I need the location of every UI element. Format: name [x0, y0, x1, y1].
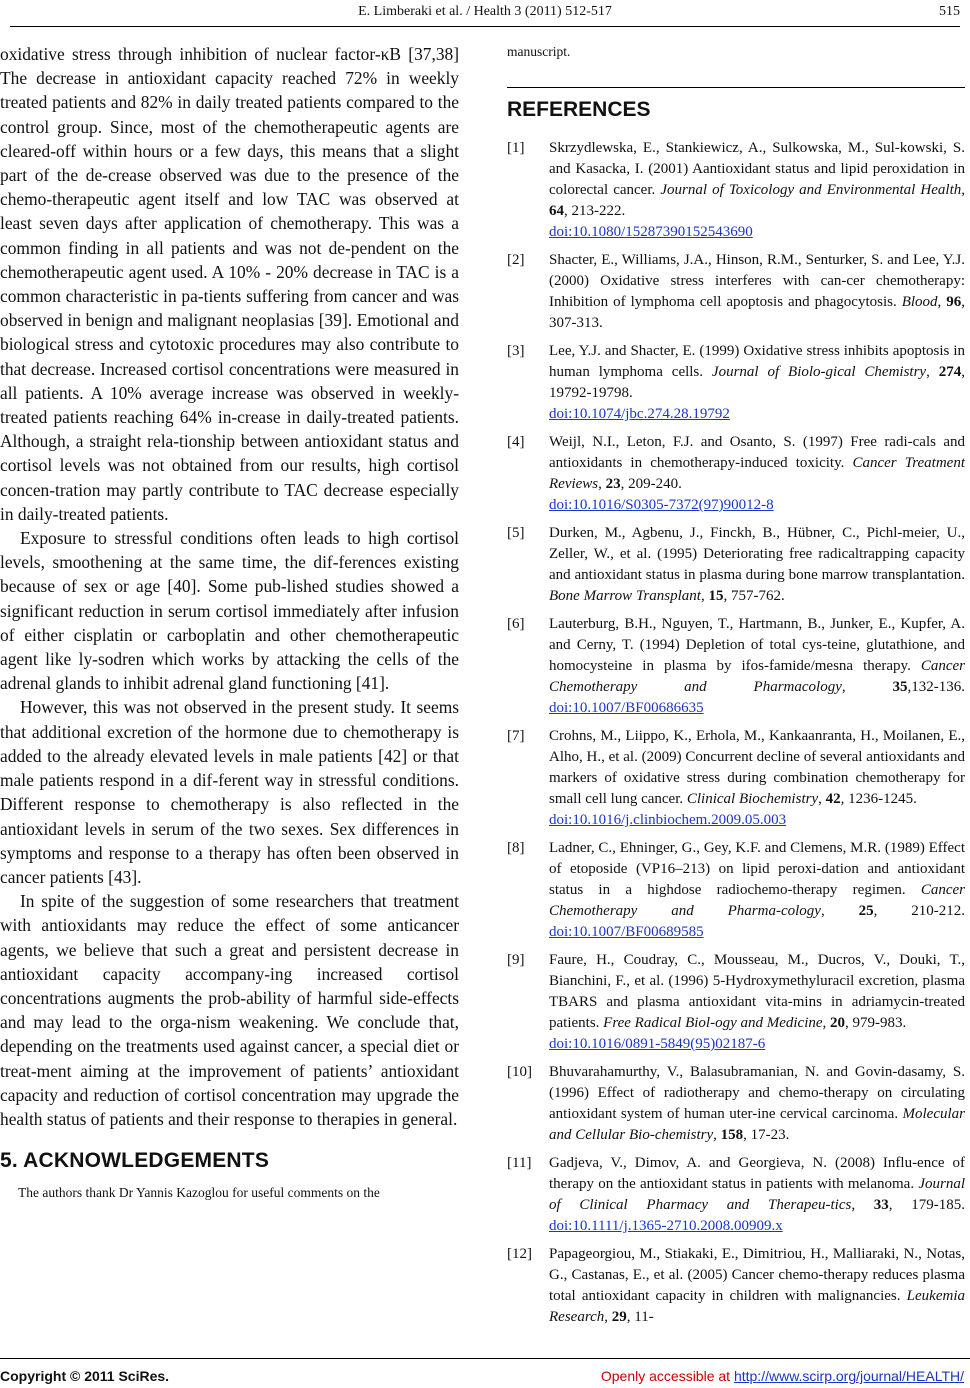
reference-volume: 96 [946, 294, 962, 310]
reference-pages: , 979-983. [845, 1015, 907, 1031]
references-heading: REFERENCES [507, 98, 651, 121]
reference-journal: Journal of Toxicology and Environmental Health [660, 182, 962, 198]
reference-doi-link[interactable]: doi:10.1016/S0305-7372(97)90012-8 [549, 497, 774, 513]
open-access-label: Openly accessible at [600, 1368, 734, 1384]
reference-number: [2] [507, 252, 525, 268]
reference-pages: , 19792-19798. [549, 364, 965, 401]
reference-citation: Bhuvarahamurthy, V., Balasubramanian, N. and Govin-dasamy, S. (1996) Effect of radiotherapy and chemo-therapy on circulating antioxidant system of human uter-ine cervical carcinoma. [549, 1064, 965, 1122]
reference-journal: Cancer Chemotherapy and Pharma-cology [549, 882, 965, 919]
reference-doi-link[interactable]: doi:10.1016/j.clinbiochem.2009.05.003 [549, 812, 787, 828]
reference-item [507, 838, 965, 943]
reference-pages: , 17-23. [743, 1127, 790, 1143]
acknowledgements-heading: 5. ACKNOWLEDGEMENTS [0, 1149, 270, 1173]
body-text [0, 42, 459, 1131]
reference-text: Lee, Y.J. and Shacter, E. (1999) Oxidative stress inhibits apoptosis in human lymphoma cells. Journal of Biolo-gical Chemistry, 274, 19792-19798. doi:10.1074/jbc.274.28.19792 [549, 343, 965, 422]
reference-citation: Lee, Y.J. and Shacter, E. (1999) Oxidative stress inhibits apoptosis in human lymphoma cells. [549, 343, 965, 380]
reference-item [507, 1062, 965, 1146]
reference-citation: Papageorgiou, M., Stiakaki, E., Dimitriou, H., Malliaraki, N., Notas, G., Castanas, E., et al. (2005) Cancer chemo-therapy reduces plasma total antioxidant capacity in children with malignancies. [549, 1246, 965, 1304]
reference-journal: Bone Marrow Transplant [549, 588, 701, 604]
reference-volume: 158 [720, 1127, 744, 1143]
reference-item [507, 341, 965, 425]
reference-journal: Leukemia Research [549, 1288, 965, 1325]
reference-doi-link[interactable]: doi:10.1111/j.1365-2710.2008.00909.x [549, 1218, 783, 1234]
reference-journal: Free Radical Biol-ogy and Medicine [603, 1015, 823, 1031]
acknowledgements-text: The authors thank Dr Yannis Kazoglou for useful comments on the [18, 1185, 380, 1201]
reference-journal: Journal of Biolo-gical Chemistry [711, 364, 927, 380]
footer-rule [0, 1358, 970, 1359]
reference-citation: Gadjeva, V., Dimov, A. and Georgieva, N. (2008) Influ-ence of therapy on the antioxidant status in patients with melanoma. [549, 1155, 965, 1192]
reference-item [507, 614, 965, 719]
reference-volume: 15 [708, 588, 724, 604]
body-paragraph: In spite of the suggestion of some researchers that treatment with antioxidants may reduce the effect of some anticancer agents, we believe that such a great and persistent decrease in antioxidant capacity accompany-ing increased cortisol concentrations augments the prob-ability of harmful side-effects and may lead to the orga-nism weakening. We conclude that, depending on the treatments used against cancer, a special diet or treat-ment aiming at the improvement of patients’ antioxidant capacity and reduction of cortisol concentration may upgrade the health status of patients and their response to therapies in general. [0, 891, 459, 1129]
reference-pages: , 1236-1245. [840, 791, 917, 807]
body-paragraph: Exposure to stressful conditions often leads to high cortisol levels, smoothening at the same time, the dif-ferences existing because of sex or age [40]. Some pub-lished studies showed a significant reduction in serum cortisol immediately after infusion of either cisplatin or carboplatin and other chemotherapeutic agent like ly-sodren which works by attacking the cells of the adrenal glands to inhibit adrenal gland functioning [41]. [0, 528, 459, 694]
acknowledgements-continued: manuscript. [507, 44, 571, 59]
reference-number: [10] [507, 1064, 532, 1080]
open-access-notice [601, 1368, 964, 1384]
reference-number: [6] [507, 616, 525, 632]
reference-text: Faure, H., Coudray, C., Mousseau, M., Ducros, V., Douki, T., Bianchini, F., et al. (1996) 5-Hydroxymethyluracil excretion, plasma TBARS and plasma antioxidant vita-mins in adriamycin-treated patients. Free Radical Biol-ogy and Medicine, 20, 979-983. doi:10.1016/0891-5849(95)02187-6 [549, 952, 965, 1052]
body-paragraph: oxidative stress through inhibition of nuclear factor-κB [37,38] The decrease in antioxidant capacity reached 72% in weekly treated patients and 82% in daily treated patients compared to the control group. Since, most of the chemotherapeutic agents are cleared-off within hours or a few days, this means that a slight part of the de-crease observed was due to the presence of the chemo-therapeutic agent itself and low TAC was observed at least seven days after application of chemotherapy. This was a common finding in all patients and was not de-pendent on the chemotherapeutic agent used. A 10% - 20% decrease in TAC is a common characteristic in pa-tients suffering from cancer and was observed in benign and malignant neoplasias [39]. Emotional and biological stress and cytotoxic procedures may also contribute to that decrease. Increased cortisol concentrations were measured in all patients. A 10% average increase was observed in weekly-treated patients reaching 64% in-crease in daily-treated patients. Although, a straight rela-tionship between antioxidant status and cortisol levels was not obtained from our results, high cortisol concen-tration may partly contribute to TAC decrease especially in daily-treated patients. [0, 44, 459, 524]
reference-item [507, 250, 965, 334]
reference-volume: 20 [830, 1015, 846, 1031]
reference-text: Bhuvarahamurthy, V., Balasubramanian, N. and Govin-dasamy, S. (1996) Effect of radiotherapy and chemo-therapy on circulating antioxidant system of human uter-ine cervical carcinoma. Molecular and Cellular Bio-chemistry, 158, 17-23. [549, 1064, 965, 1143]
reference-citation: Lauterburg, B.H., Nguyen, T., Hartmann, B., Junker, E., Kupfer, A. and Cerny, T. (1994) Depletion of total cys-teine, glutathione, and homocysteine in plasma by ifos-famide/mesna therapy. [549, 616, 965, 674]
reference-volume: 35 [892, 679, 908, 695]
reference-pages: , 757-762. [723, 588, 785, 604]
reference-citation: Weijl, N.I., Leton, F.J. and Osanto, S. (1997) Free radi-cals and antioxidants in chemotherapy-induced toxicity. [549, 434, 965, 471]
reference-journal: Blood [901, 294, 938, 310]
reference-volume: 29 [611, 1309, 627, 1325]
reference-pages: , 11- [626, 1309, 654, 1325]
reference-number: [4] [507, 434, 525, 450]
reference-volume: 23 [605, 476, 621, 492]
reference-number: [8] [507, 840, 525, 856]
reference-text: Skrzydlewska, E., Stankiewicz, A., Sulkowska, M., Sul-kowski, S. and Kasacka, I. (2001) Aantioxidant status and lipid peroxidation in colorectal cancer. Journal of Toxicology and Environmental Health, 64, 213-222. doi:10.1080/15287390152543690 [549, 140, 965, 240]
reference-item [507, 1244, 965, 1328]
reference-citation: Crohns, M., Liippo, K., Erhola, M., Kankaanranta, H., Moilanen, E., Alho, H., et al. (2009) Concurrent decline of several antioxidants and markers of oxidative stress during combination chemotherapy for small cell lung cancer. [549, 728, 965, 807]
reference-text: Shacter, E., Williams, J.A., Hinson, R.M., Senturker, S. and Lee, Y.J. (2000) Oxidative stress interferes with can-cer chemotherapy: Inhibition of lymphoma cell apoptosis and phagocytosis. Blood, 96, 307-313. [549, 252, 966, 331]
reference-number: [3] [507, 343, 525, 359]
page-number: 515 [939, 4, 960, 19]
reference-item [507, 138, 965, 243]
reference-pages: , 213-222. [564, 203, 626, 219]
reference-pages: , 307-313. [549, 294, 966, 331]
footer [0, 1358, 970, 1388]
reference-volume: 25 [858, 903, 874, 919]
reference-doi-link[interactable]: doi:10.1080/15287390152543690 [549, 224, 753, 240]
reference-volume: 274 [938, 364, 962, 380]
body-paragraph: However, this was not observed in the present study. It seems that additional excretion of the hormone due to chemotherapy is added to the already elevated levels in male patients [42] or that male patients respond in a dif-ferent way in stressful conditions. Different response to chemotherapy is also reflected in the antioxidant levels in serum of the two sexes. Sex differences in symptoms and response to a therapy has often been observed in cancer patients [43]. [0, 697, 459, 887]
left-column [0, 42, 459, 1202]
reference-citation: Shacter, E., Williams, J.A., Hinson, R.M., Senturker, S. and Lee, Y.J. (2000) Oxidative stress interferes with can-cer chemotherapy: Inhibition of lymphoma cell apoptosis and phagocytosis. [549, 252, 965, 310]
reference-journal: Clinical Biochemistry [686, 791, 819, 807]
reference-item [507, 523, 965, 607]
reference-journal: Journal of Clinical Pharmacy and Therapeu-tics [549, 1176, 965, 1213]
reference-doi-link[interactable]: doi:10.1007/BF00689585 [549, 924, 704, 940]
reference-item [507, 726, 965, 831]
reference-item [507, 950, 965, 1055]
reference-pages: , 210-212. [873, 903, 965, 919]
header-rule [10, 26, 960, 27]
reference-citation: Ladner, C., Ehninger, G., Gey, K.F. and Clemens, M.R. (1989) Effect of etoposide (VP16–213) on lipid peroxi-dation and antioxidant status in a highdose radiochemo-therapy regimen. [549, 840, 965, 898]
reference-pages: ,132-136. [907, 679, 965, 695]
reference-text: Lauterburg, B.H., Nguyen, T., Hartmann, B., Junker, E., Kupfer, A. and Cerny, T. (1994) Depletion of total cys-teine, glutathione, and homocysteine in plasma by ifos-famide/mesna therapy. Cancer Chemotherapy and Pharmacology, 35,132-136. doi:10.1007/BF00686635 [549, 616, 965, 716]
reference-journal: Molecular and Cellular Bio-chemistry [549, 1106, 965, 1143]
right-column [507, 42, 965, 1335]
journal-link[interactable]: http://www.scirp.org/journal/HEALTH/ [733, 1368, 964, 1384]
reference-text: Papageorgiou, M., Stiakaki, E., Dimitriou, H., Malliaraki, N., Notas, G., Castanas, E., et al. (2005) Cancer chemo-therapy reduces plasma total antioxidant capacity in children with malignancies. Leukemia Research, 29, 11- [549, 1246, 965, 1325]
reference-text: Gadjeva, V., Dimov, A. and Georgieva, N. (2008) Influ-ence of therapy on the antioxidant status in patients with melanoma. Journal of Clinical Pharmacy and Therapeu-tics, 33, 179-185. doi:10.1111/j.1365-2710.2008.00909.x [549, 1155, 966, 1234]
reference-item [507, 1153, 965, 1237]
reference-volume: 64 [549, 203, 564, 219]
reference-journal: Cancer Chemotherapy and Pharmacology [549, 658, 965, 695]
running-head: E. Limberaki et al. / Health 3 (2011) 512-517 [358, 4, 612, 19]
reference-list [507, 138, 965, 1328]
reference-text: Crohns, M., Liippo, K., Erhola, M., Kankaanranta, H., Moilanen, E., Alho, H., et al. (2009) Concurrent decline of several antioxidants and markers of oxidative stress during combination chemotherapy for small cell lung cancer. Clinical Biochemistry, 42, 1236-1245. doi:10.1016/j.clinbiochem.2009.05.003 [549, 728, 965, 828]
copyright-notice: Copyright © 2011 SciRes. [0, 1368, 170, 1384]
reference-item [507, 432, 965, 516]
references-rule [507, 87, 965, 88]
reference-doi-link[interactable]: doi:10.1007/BF00686635 [549, 700, 704, 716]
reference-pages: , 179-185. [888, 1197, 966, 1213]
reference-text: Durken, M., Agbenu, J., Finckh, B., Hübner, C., Pichl-meier, U., Zeller, W., et al. (1995) Deteriorating free radicaltrapping capacity and antioxidant status in plasma during bone marrow transplantation. Bone Marrow Transplant, 15, 757-762. [549, 525, 965, 604]
reference-number: [1] [507, 140, 525, 156]
reference-number: [5] [507, 525, 525, 541]
reference-number: [12] [507, 1246, 532, 1262]
reference-doi-link[interactable]: doi:10.1016/0891-5849(95)02187-6 [549, 1036, 766, 1052]
reference-volume: 42 [825, 791, 841, 807]
reference-citation: Skrzydlewska, E., Stankiewicz, A., Sulkowska, M., Sul-kowski, S. and Kasacka, I. (2001) Aantioxidant status and lipid peroxidation in colorectal cancer. [549, 140, 965, 198]
reference-number: [11] [507, 1155, 532, 1171]
reference-pages: , 209-240. [620, 476, 682, 492]
reference-citation: Faure, H., Coudray, C., Mousseau, M., Ducros, V., Douki, T., Bianchini, F., et al. (1996) 5-Hydroxymethyluracil excretion, plasma TBARS and plasma antioxidant vita-mins in adriamycin-treated patients. [549, 952, 965, 1031]
reference-journal: Cancer Treatment Reviews [549, 455, 965, 492]
reference-volume: 33 [873, 1197, 889, 1213]
reference-text: Weijl, N.I., Leton, F.J. and Osanto, S. (1997) Free radi-cals and antioxidants in chemotherapy-induced toxicity. Cancer Treatment Reviews, 23, 209-240. doi:10.1016/S0305-7372(97)90012-8 [549, 434, 965, 513]
reference-doi-link[interactable]: doi:10.1074/jbc.274.28.19792 [549, 406, 730, 422]
reference-number: [7] [507, 728, 525, 744]
reference-citation: Durken, M., Agbenu, J., Finckh, B., Hübner, C., Pichl-meier, U., Zeller, W., et al. (1995) Deteriorating free radicaltrapping capacity and antioxidant status in plasma during bone marrow transplantation. [549, 525, 965, 583]
reference-text: Ladner, C., Ehninger, G., Gey, K.F. and Clemens, M.R. (1989) Effect of etoposide (VP16–213) on lipid peroxi-dation and antioxidant status in a highdose radiochemo-therapy regimen. Cancer Chemotherapy and Pharma-cology, 25, 210-212. doi:10.1007/BF00689585 [549, 840, 965, 940]
reference-number: [9] [507, 952, 525, 968]
